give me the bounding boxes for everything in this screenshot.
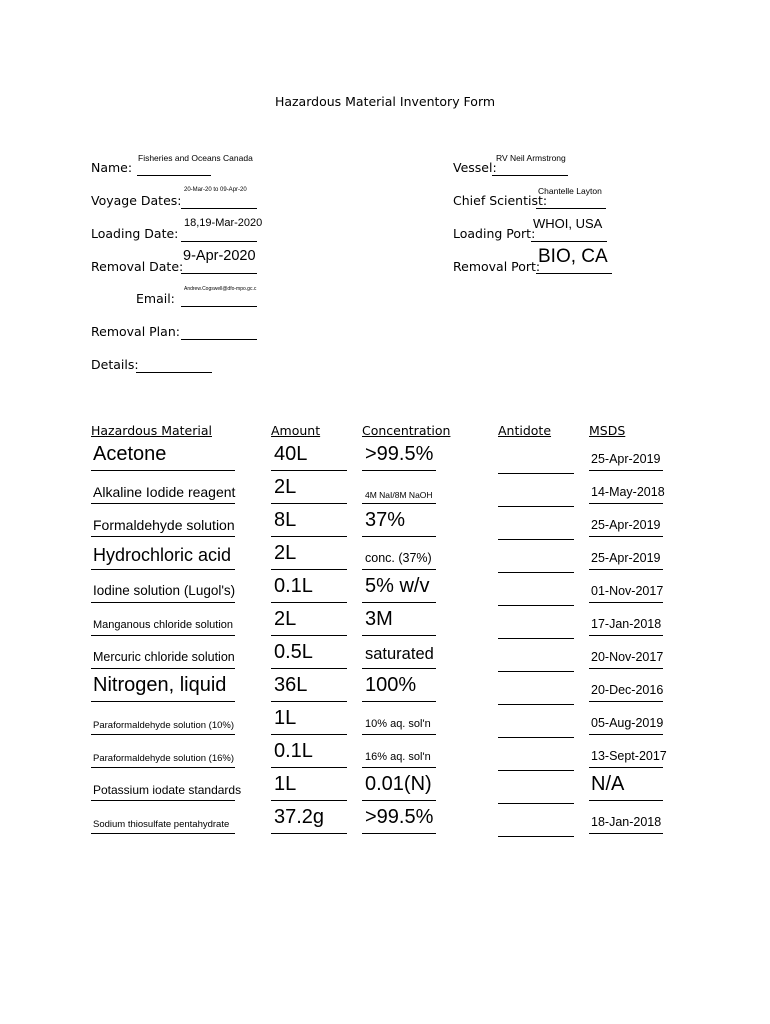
material-underline [91, 701, 235, 702]
antidote-underline [498, 737, 574, 738]
material-underline [91, 734, 235, 735]
amount-cell[interactable]: 37.2g [274, 806, 325, 828]
antidote-underline [498, 803, 574, 804]
amount-underline [271, 503, 347, 504]
removal-date-label: Removal Date: [91, 259, 184, 274]
chief-scientist-value[interactable]: Chantelle Layton [538, 186, 602, 196]
amount-underline [271, 668, 347, 669]
concentration-underline [362, 833, 436, 834]
removal-port-label: Removal Port: [453, 259, 541, 274]
concentration-underline [362, 470, 436, 471]
msds-underline [589, 503, 663, 504]
amount-cell[interactable]: 40L [274, 443, 308, 465]
material-underline [91, 767, 235, 768]
amount-underline [271, 569, 347, 570]
material-cell[interactable]: Paraformaldehyde solution (16%) [93, 753, 234, 765]
msds-cell[interactable]: 25-Apr-2019 [591, 551, 661, 566]
material-cell[interactable]: Iodine solution (Lugol's) [93, 583, 236, 599]
material-underline [91, 470, 235, 471]
msds-underline [589, 536, 663, 537]
voyage-dates-label: Voyage Dates: [91, 193, 182, 208]
material-cell[interactable]: Potassium iodate standards [93, 783, 242, 797]
amount-cell[interactable]: 0.1L [274, 575, 313, 597]
concentration-cell[interactable]: 100% [365, 674, 417, 696]
concentration-cell[interactable]: 16% aq. sol'n [365, 751, 431, 764]
msds-cell[interactable]: 17-Jan-2018 [591, 617, 662, 632]
removal-plan-label: Removal Plan: [91, 324, 180, 339]
amount-cell[interactable]: 1L [274, 707, 297, 729]
msds-cell[interactable]: N/A [591, 773, 625, 795]
amount-cell[interactable]: 1L [274, 773, 297, 795]
concentration-underline [362, 668, 436, 669]
material-cell[interactable]: Hydrochloric acid [93, 544, 232, 565]
material-underline [91, 635, 235, 636]
amount-cell[interactable]: 8L [274, 509, 297, 531]
removal-port-blank [536, 273, 612, 274]
material-underline [91, 602, 235, 603]
material-cell[interactable]: Manganous chloride solution [93, 619, 234, 632]
msds-underline [589, 734, 663, 735]
form-title: Hazardous Material Inventory Form [274, 94, 496, 109]
amount-cell[interactable]: 0.5L [274, 641, 313, 663]
material-underline [91, 668, 235, 669]
amount-underline [271, 602, 347, 603]
concentration-cell[interactable]: 5% w/v [365, 575, 430, 597]
column-header-concentration: Concentration [362, 423, 451, 438]
msds-cell[interactable]: 05-Aug-2019 [591, 716, 664, 731]
removal-date-value[interactable]: 9-Apr-2020 [183, 248, 256, 264]
concentration-underline [362, 569, 436, 570]
loading-date-label: Loading Date: [91, 226, 179, 241]
concentration-cell[interactable]: 0.01(N) [365, 773, 432, 795]
antidote-underline [498, 605, 574, 606]
material-cell[interactable]: Paraformaldehyde solution (10%) [93, 720, 234, 732]
concentration-cell[interactable]: >99.5% [365, 806, 434, 828]
amount-cell[interactable]: 2L [274, 608, 297, 630]
concentration-underline [362, 767, 436, 768]
antidote-underline [498, 704, 574, 705]
concentration-cell[interactable]: 10% aq. sol'n [365, 718, 431, 731]
removal-port-value[interactable]: BIO, CA [538, 246, 608, 267]
amount-underline [271, 800, 347, 801]
msds-cell[interactable]: 14-May-2018 [591, 485, 665, 500]
concentration-underline [362, 635, 436, 636]
antidote-underline [498, 671, 574, 672]
material-cell[interactable]: Acetone [93, 443, 167, 465]
amount-underline [271, 767, 347, 768]
concentration-underline [362, 503, 436, 504]
msds-underline [589, 602, 663, 603]
concentration-cell[interactable]: saturated [365, 645, 434, 664]
msds-underline [589, 470, 663, 471]
antidote-underline [498, 539, 574, 540]
amount-cell[interactable]: 2L [274, 542, 297, 564]
material-cell[interactable]: Sodium thiosulfate pentahydrate [93, 819, 230, 831]
amount-underline [271, 536, 347, 537]
amount-underline [271, 635, 347, 636]
loading-date-blank [181, 241, 257, 242]
vessel-blank [492, 175, 568, 176]
amount-cell[interactable]: 0.1L [274, 740, 313, 762]
material-underline [91, 536, 235, 537]
amount-cell[interactable]: 2L [274, 476, 297, 498]
concentration-underline [362, 734, 436, 735]
email-label: Email: [136, 291, 175, 306]
loading-port-blank [531, 241, 607, 242]
vessel-label: Vessel: [453, 160, 497, 175]
concentration-cell[interactable]: >99.5% [365, 443, 434, 465]
antidote-underline [498, 836, 574, 837]
msds-cell[interactable]: 25-Apr-2019 [591, 452, 661, 467]
column-header-antidote: Antidote [498, 423, 552, 438]
concentration-underline [362, 602, 436, 603]
chief-scientist-label: Chief Scientist: [453, 193, 548, 208]
removal-date-blank [181, 273, 257, 274]
details-blank[interactable] [136, 372, 212, 373]
material-underline [91, 800, 235, 801]
material-underline [91, 569, 235, 570]
concentration-cell[interactable]: 3M [365, 608, 393, 630]
concentration-cell[interactable]: conc. (37%) [365, 551, 432, 566]
material-underline [91, 503, 235, 504]
details-label: Details: [91, 357, 139, 372]
amount-underline [271, 701, 347, 702]
amount-cell[interactable]: 36L [274, 674, 308, 696]
removal-plan-blank[interactable] [181, 339, 257, 340]
name-value[interactable]: Fisheries and Oceans Canada [138, 153, 253, 163]
material-cell[interactable]: Formaldehyde solution [93, 516, 235, 533]
material-cell[interactable]: Alkaline Iodide reagent [93, 483, 236, 500]
antidote-underline [498, 473, 574, 474]
column-header-msds: MSDS [589, 423, 626, 438]
amount-underline [271, 470, 347, 471]
msds-cell[interactable]: 20-Nov-2017 [591, 650, 664, 665]
material-cell[interactable]: Mercuric chloride solution [93, 650, 235, 665]
material-cell[interactable]: Nitrogen, liquid [93, 674, 227, 696]
loading-port-label: Loading Port: [453, 226, 536, 241]
name-blank [137, 175, 211, 176]
msds-underline [589, 800, 663, 801]
msds-underline [589, 833, 663, 834]
antidote-underline [498, 572, 574, 573]
msds-underline [589, 635, 663, 636]
concentration-underline [362, 800, 436, 801]
chief-scientist-blank [536, 208, 606, 209]
material-underline [91, 833, 235, 834]
voyage-dates-value[interactable]: 20-Mar-20 to 09-Apr-20 [184, 187, 247, 193]
antidote-underline [498, 770, 574, 771]
loading-port-value[interactable]: WHOI, USA [533, 216, 603, 231]
concentration-cell[interactable]: 4M NaI/8M NaOH [365, 490, 433, 501]
concentration-cell[interactable]: 37% [365, 509, 406, 531]
column-header-material: Hazardous Material [91, 423, 212, 438]
concentration-underline [362, 701, 436, 702]
msds-underline [589, 668, 663, 669]
msds-underline [589, 767, 663, 768]
loading-date-value[interactable]: 18,19-Mar-2020 [184, 217, 263, 229]
msds-cell[interactable]: 25-Apr-2019 [591, 518, 661, 533]
concentration-underline [362, 536, 436, 537]
msds-cell[interactable]: 18-Jan-2018 [591, 815, 662, 830]
email-value[interactable]: Andrew.Cogswell@dfo-mpo.gc.c [184, 286, 257, 292]
msds-underline [589, 701, 663, 702]
column-header-amount: Amount [271, 423, 321, 438]
amount-underline [271, 833, 347, 834]
voyage-dates-blank [181, 208, 257, 209]
antidote-underline [498, 638, 574, 639]
email-blank [181, 306, 257, 307]
msds-cell[interactable]: 01-Nov-2017 [591, 584, 664, 599]
vessel-value[interactable]: RV Neil Armstrong [496, 153, 566, 163]
msds-cell[interactable]: 13-Sept-2017 [591, 749, 667, 764]
amount-underline [271, 734, 347, 735]
msds-cell[interactable]: 20-Dec-2016 [591, 683, 664, 698]
name-label: Name: [91, 160, 133, 175]
msds-underline [589, 569, 663, 570]
antidote-underline [498, 506, 574, 507]
